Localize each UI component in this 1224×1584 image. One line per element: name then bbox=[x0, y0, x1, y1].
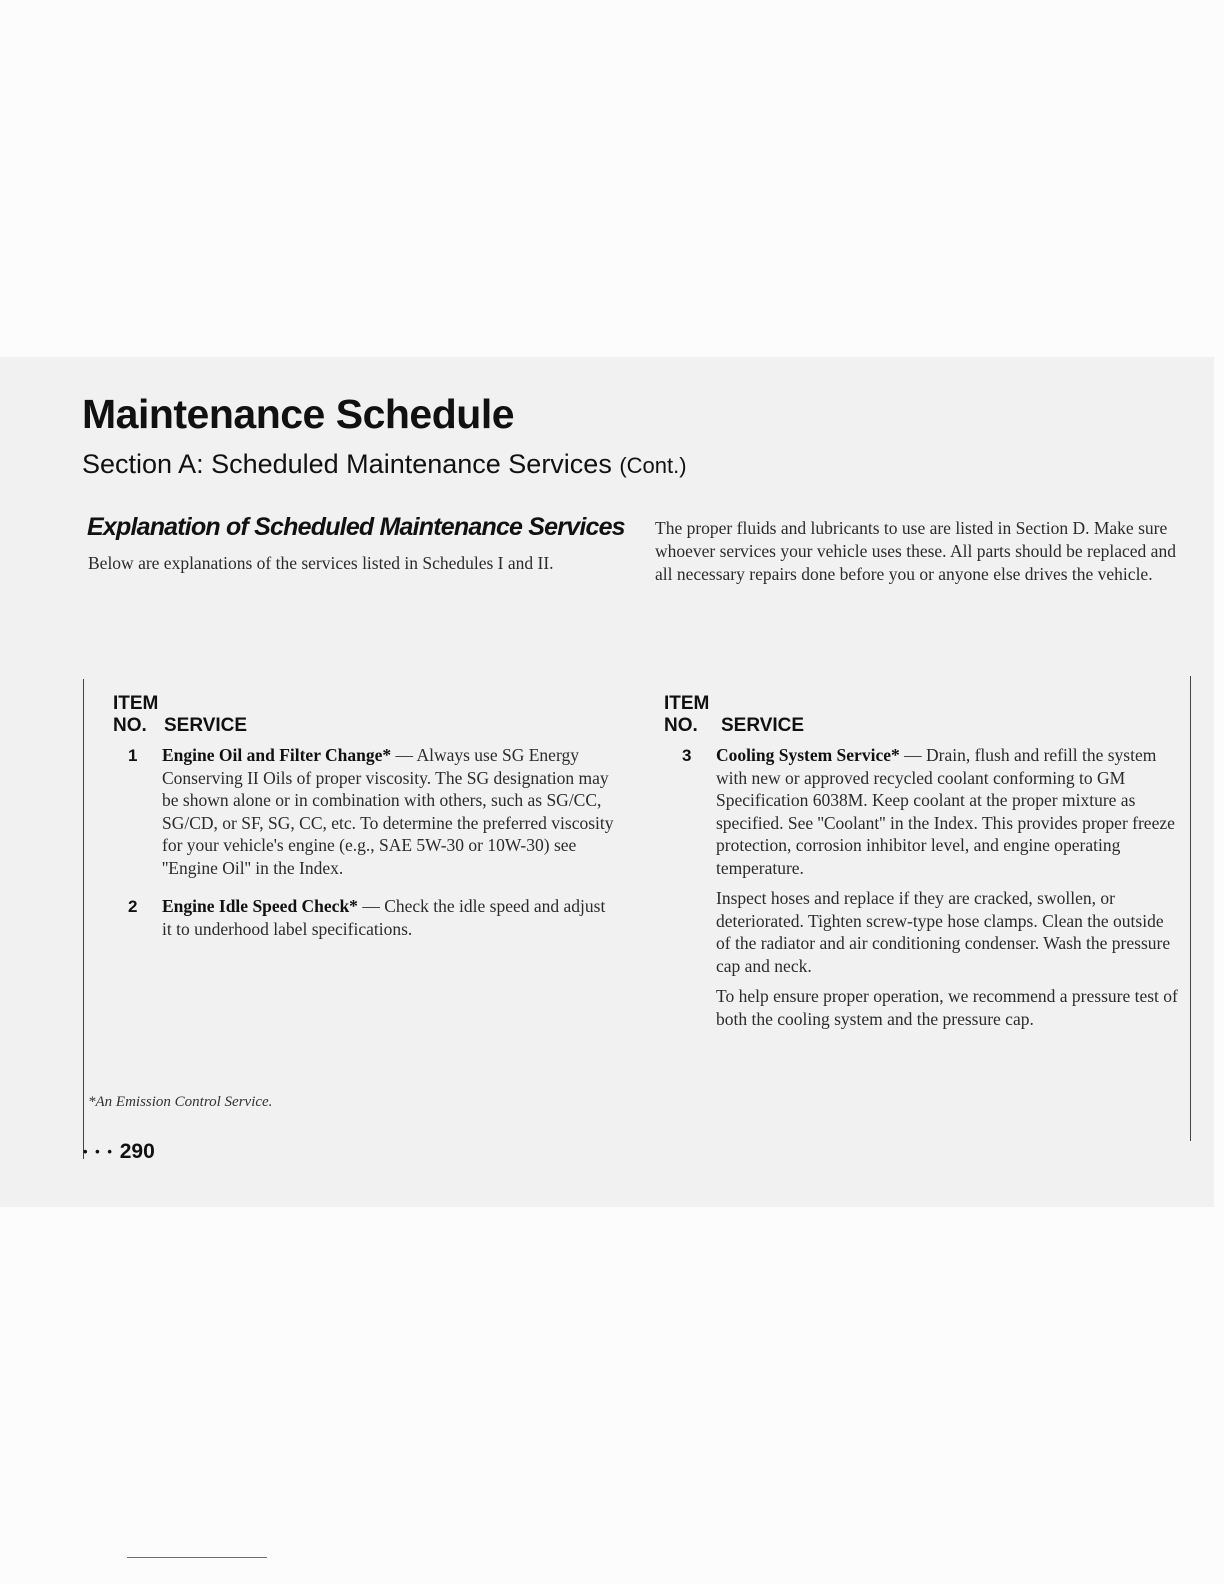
left-service-label: SERVICE bbox=[164, 715, 248, 736]
item-title: Engine Idle Speed Check* bbox=[162, 896, 358, 916]
item-text: Check the idle speed and adjust it to underhood label specifications. bbox=[162, 896, 606, 939]
item-number: 2 bbox=[128, 897, 138, 916]
item-body bbox=[162, 744, 615, 887]
page-title: Maintenance Schedule bbox=[82, 391, 515, 437]
item-paragraph: Cooling System Service* — Drain, flush and refill the system with new or approved recycled coolant conforming to GM Specification 6038M. Keep coolant at the proper mixture as specified. See ''Coolant'' in the Index. This provides proper freeze protection, corrosion inhibitor level, and engine operating temperature. bbox=[716, 745, 1175, 878]
item-text: Drain, flush and refill the system with new or approved recycled coolant conforming to GM Specification 6038M. Keep coolant at the proper mixture as specified. See ''Coolant'' in the Index. This provides proper freeze protection, corrosion inhibitor level, and engine operating temperature. bbox=[716, 745, 1175, 878]
item-number: 3 bbox=[682, 746, 692, 765]
item-body bbox=[716, 744, 1180, 1038]
item-title: Engine Oil and Filter Change* bbox=[162, 745, 392, 765]
left-column-rule bbox=[83, 679, 84, 1159]
service-item-2 bbox=[100, 895, 615, 948]
item-paragraph: To help ensure proper operation, we recommend a pressure test of both the cooling system and the pressure cap. bbox=[716, 986, 1178, 1029]
emission-footnote: *An Emission Control Service. bbox=[88, 1094, 273, 1110]
left-item-label: ITEM bbox=[113, 693, 159, 714]
item-title: Cooling System Service* bbox=[716, 745, 900, 765]
right-item-label: ITEM bbox=[664, 693, 710, 714]
subtitle-cont: (Cont.) bbox=[619, 453, 687, 478]
explanation-heading: Explanation of Scheduled Maintenance Services bbox=[87, 513, 625, 541]
right-service-label: SERVICE bbox=[721, 715, 805, 736]
explanation-intro: Below are explanations of the services listed in Schedules I and II. bbox=[88, 553, 554, 573]
bottom-rule bbox=[127, 1557, 267, 1558]
subtitle-text: Section A: Scheduled Maintenance Services bbox=[82, 449, 612, 479]
fluids-note: The proper fluids and lubricants to use are listed in Section D. Make sure whoever services your vehicle uses these. All parts should be replaced and all necessary repairs done before you or anyone else drives the vehicle. bbox=[655, 518, 1176, 584]
page-dots: • • • bbox=[83, 1144, 114, 1159]
right-column-rule bbox=[1190, 676, 1191, 1141]
page-number-value: 290 bbox=[119, 1140, 155, 1163]
item-body bbox=[162, 895, 615, 948]
page-number bbox=[83, 1141, 155, 1162]
section-subtitle bbox=[82, 450, 687, 480]
left-no-label: NO. bbox=[113, 715, 147, 736]
service-item-3 bbox=[654, 744, 1180, 1038]
item-paragraph: Inspect hoses and replace if they are cracked, swollen, or deteriorated. Tighten screw-type hose clamps. Clean the outside of the radiator and air conditioning condenser. Wash the pressure cap and neck. bbox=[716, 888, 1171, 976]
right-item-list bbox=[654, 744, 1180, 1046]
item-paragraph: Engine Oil and Filter Change* — Always use SG Energy Conserving II Oils of proper viscosity. The SG designation may be shown alone or in combination with others, such as SG/CC, SG/CD, or SF, SG, CC, etc. To determine the preferred viscosity for your vehicle's engine (e.g., SAE 5W-30 or 10W-30) see ''Engine Oil'' in the Index. bbox=[162, 745, 614, 878]
service-item-1 bbox=[100, 744, 615, 887]
item-number: 1 bbox=[128, 746, 138, 765]
right-no-label: NO. bbox=[664, 715, 698, 736]
item-paragraph: Engine Idle Speed Check* — Check the idle speed and adjust it to underhood label specifications. bbox=[162, 896, 606, 939]
item-text: Always use SG Energy Conserving II Oils of proper viscosity. The SG designation may be shown alone or in combination with others, such as SG/CC, SG/CD, or SF, SG, CC, etc. To determine the preferred viscosity for your vehicle's engine (e.g., SAE 5W-30 or 10W-30) see ''Engine Oil'' in the Index. bbox=[162, 745, 614, 878]
left-item-list bbox=[100, 744, 615, 956]
